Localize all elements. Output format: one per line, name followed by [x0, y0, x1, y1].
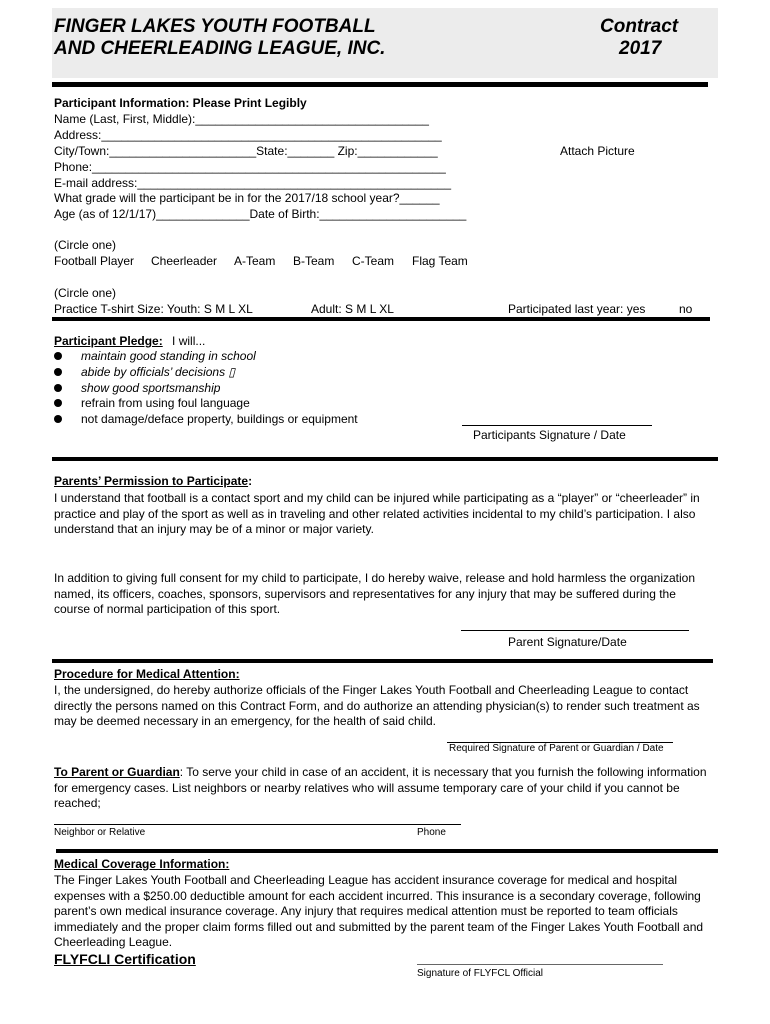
bullet-icon — [54, 415, 62, 423]
age-dob-field[interactable]: Age (as of 12/1/17)______________Date of Birth:______________________ — [54, 207, 467, 221]
contract-label: Contract — [600, 16, 679, 37]
permission-heading-row — [54, 474, 252, 488]
permission-paragraph-1: I understand that football is a contact sport and my child can be injured while participating as a “player” or “cheerleader” in practice and play of the sport as well as in traveling and other related activities incidental to my child’s participation. I also understand that an injury may be of a minor or major variety. — [54, 491, 700, 536]
parent-signature-label: Parent Signature/Date — [508, 635, 627, 649]
option-b-team[interactable]: B-Team — [293, 254, 335, 268]
team-circle-one: (Circle one) — [54, 238, 117, 252]
section-divider — [52, 457, 718, 461]
permission-heading: Parents’ Permission to Participate — [54, 474, 249, 488]
guardian-paragraph — [54, 765, 714, 812]
participant-signature-label: Participants Signature / Date — [473, 428, 626, 442]
permission-colon: : — [248, 474, 253, 488]
section-divider — [52, 659, 713, 663]
guardian-signature-label: Required Signature of Parent or Guardian / Date — [449, 743, 664, 754]
option-flag-team[interactable]: Flag Team — [412, 254, 468, 268]
address-field[interactable]: Address:___________________________________________________ — [54, 128, 442, 142]
participant-info-heading: Participant Information: Please Print Legibly — [54, 96, 307, 110]
certification-heading: FLYFCLI Certification — [54, 951, 196, 967]
medical-heading: Procedure for Medical Attention: — [54, 667, 240, 681]
coverage-heading: Medical Coverage Information: — [54, 857, 230, 871]
email-field[interactable]: E-mail address:_______________________________________________ — [54, 176, 452, 190]
youth-size-options[interactable]: Practice T-shirt Size: Youth: S M L XL — [54, 302, 253, 316]
bullet-icon — [54, 368, 62, 376]
pledge-item-3: show good sportsmanship — [81, 381, 221, 395]
guardian-heading: To Parent or Guardian — [54, 765, 180, 779]
neighbor-label: Neighbor or Relative — [54, 827, 146, 838]
official-signature-line[interactable] — [417, 964, 663, 965]
contract-year: 2017 — [619, 38, 662, 59]
grade-field[interactable]: What grade will the participant be in for the 2017/18 school year?______ — [54, 191, 440, 205]
pledge-item-2: abide by officials’ decisions ▯ — [81, 365, 236, 379]
pledge-heading-row — [54, 334, 205, 348]
adult-size-options[interactable]: Adult: S M L XL — [311, 302, 394, 316]
bullet-icon — [54, 399, 62, 407]
pledge-item-1: maintain good standing in school — [81, 349, 256, 363]
bullet-icon — [54, 384, 62, 392]
participated-no-option[interactable]: no — [679, 302, 693, 316]
option-c-team[interactable]: C-Team — [352, 254, 395, 268]
tshirt-circle-one: (Circle one) — [54, 286, 117, 300]
official-signature-label: Signature of FLYFCL Official — [417, 968, 543, 979]
option-a-team[interactable]: A-Team — [234, 254, 276, 268]
phone-field[interactable]: Phone:_____________________________________________________ — [54, 160, 446, 174]
guardian-text: : To serve your child in case of an accident, it is necessary that you furnish the following information for emergency cases. List neighbors or nearby relatives who will assume temporary care of your child if you cannot be reached; — [54, 765, 707, 810]
name-field[interactable]: Name (Last, First, Middle):___________________________________ — [54, 112, 429, 126]
pledge-item-5: not damage/deface property, buildings or equipment — [81, 412, 358, 426]
pledge-heading: Participant Pledge: — [54, 334, 163, 348]
bullet-icon — [54, 352, 62, 360]
pledge-intro: I will... — [172, 334, 206, 348]
header-divider — [52, 82, 708, 87]
participated-yes-option[interactable]: Participated last year: yes — [508, 302, 646, 316]
section-divider — [56, 849, 718, 853]
permission-paragraph-2: In addition to giving full consent for my child to participate, I do hereby waive, release and hold harmless the organization named, its officers, coaches, sponsors, supervisors and representatives for any injury that may be suffered during the course of normal participation of this sport. — [54, 571, 696, 616]
pledge-item-4: refrain from using foul language — [81, 396, 250, 410]
option-cheerleader[interactable]: Cheerleader — [151, 254, 218, 268]
coverage-paragraph: The Finger Lakes Youth Football and Cheerleading League has accident insurance coverage for medical and hospital expenses with a $250.00 deductible amount for each accident incurred. This insurance is a secondary coverage, following parent’s own medical insurance coverage. Any injury that requires medical attention must be reported to team officials immediately and the proper claim forms filled out and submitted by the parent team of the Finger Lakes Youth Football and Cheerleading League. — [54, 873, 704, 949]
league-title-line2: AND CHEERLEADING LEAGUE, INC. — [54, 38, 386, 59]
phone-label: Phone — [417, 827, 446, 838]
parent-signature-line[interactable] — [461, 630, 689, 631]
attach-picture-label: Attach Picture — [560, 144, 635, 158]
option-football-player[interactable]: Football Player — [54, 254, 135, 268]
neighbor-phone-line[interactable] — [54, 824, 461, 825]
participant-signature-line[interactable] — [462, 425, 652, 426]
section-divider — [52, 317, 710, 321]
city-state-zip-field[interactable]: City/Town:______________________State:_______ Zip:____________ — [54, 144, 438, 158]
medical-paragraph: I, the undersigned, do hereby authorize officials of the Finger Lakes Youth Football and Cheerleading League to contact directly the persons named on this Contract Form, and do authorize an attending physician(s) to render such treatment as may be deemed necessary in an emergency, for the health of said child. — [54, 683, 700, 728]
league-title-line1: FINGER LAKES YOUTH FOOTBALL — [54, 16, 376, 37]
